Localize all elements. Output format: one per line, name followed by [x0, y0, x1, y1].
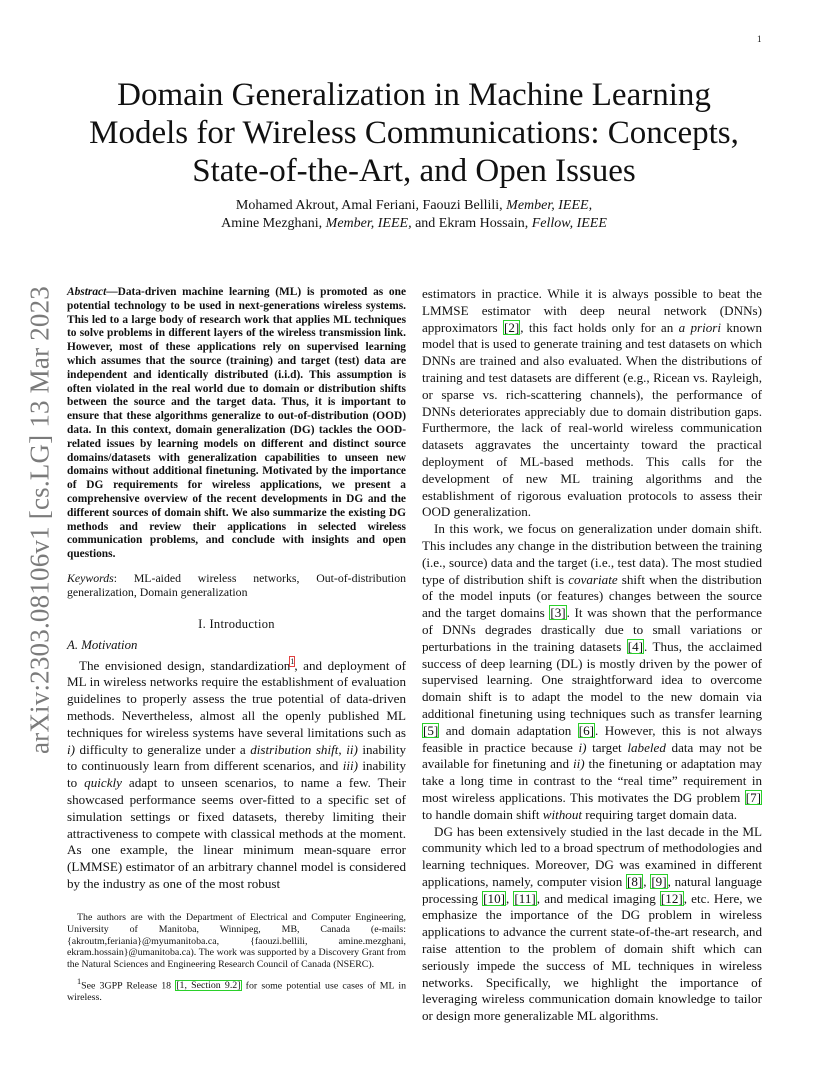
subsection-heading: A. Motivation	[67, 637, 138, 652]
citation-link[interactable]: [4]	[627, 638, 644, 654]
footnote-1: $^1$See 3GPP Release 18 [1, Section 9.2] for some potential use cases of ML in wireless.	[67, 976, 407, 1004]
author-name: and Ekram Hossain,	[415, 216, 529, 231]
paper-title	[60, 76, 768, 190]
footnote-marker-link[interactable]: 1	[290, 657, 295, 667]
citation-link[interactable]: [7]	[745, 789, 761, 805]
citation-link[interactable]: [11]	[514, 890, 536, 906]
motivation-paragraph: The envisioned design, standardization$^1$, and deployment of ML in wireless networks require the establishment of evaluation guidelines to properly assess the true potential of data-driven methods. Nevertheless, almost all the openly published ML techniques for wireless systems have several limitations such as i) difficulty to generalize under a distribution shift, ii) inability to continuously learn from different scenarios, and iii) inability to quickly adapt to unseen scenarios, to name a few. Their showcased performance seems over-fitted to a specific set of simulation settings or fixed datasets, thereby limiting their attractiveness to compete with classical methods at the moment. As one example, the linear minimum mean-square error (LMMSE) estimator of an arbitrary channel model is considered by the industry as one of the most robust	[67, 657, 407, 891]
left-column	[67, 286, 406, 893]
body-paragraph: DG has been extensively studied in the last decade in the ML community which led to a broad spectrum of methodologies and learning techniques. Moreover, DG was examined in different applications, namely, computer vision [8], [9], natural language processing [10], [11], and medical imaging [12], etc. Here, we emphasize the importance of the DG problem in wireless applications to advance the current state-of-the-art research, and raise attention to the problem of domain shift which can seriously impede the success of ML techniques in wireless networks. Specifically, we highlight the importance of leveraging wireless communication domain knowledge to tailor or design more generalizable ML algorithms.	[422, 823, 762, 1024]
keywords-text: : ML-aided wireless networks, Out-of-distribution generalization, Domain generalization	[67, 570, 406, 599]
citation-link[interactable]: [2]	[503, 319, 520, 335]
section-heading: I. Introduction	[198, 616, 275, 631]
citation-link[interactable]: [12]	[660, 890, 683, 906]
author-name: Amine Mezghani,	[221, 216, 323, 231]
body-paragraph: In this work, we focus on generalization under domain shift. This includes any change in the distribution between the training (i.e., source) data and the target (i.e., test data). The most studied type of distribution shift is covariate shift when the distribution of the model inputs (or features) changes between the source and the target domains [3]. It was shown that the performance of DNNs degrades drastically due to small variations or perturbations in the training datasets [4]. Thus, the acclaimed success of deep learning (DL) is mostly driven by the power of supervised learning. One straightforward idea to overcome domain shift is to adapt the model to the new domain via additional finetuning using techniques such as transfer learning [5] and domain adaptation [6]. However, this is not always feasible in practice because i) target labeled data may not be available for finetuning and ii) the finetuning or adaptation may take a long time in contrast to the “real time” requirement in most wireless applications. This motivates the DG problem [7] to handle domain shift without requiring target domain data.	[422, 521, 763, 822]
author-membership: Member, IEEE,	[325, 216, 412, 231]
citation-link[interactable]: [8]	[627, 873, 643, 889]
body-paragraph: estimators in practice. While it is always possible to beat the LMMSE estimator with deep neural network (DNNs) approximators [2], this fact holds only for an a priori known model that is used to generate training and test datasets on which DNNs are trained and also evaluated. When the distributions of training and test datasets are different (e.g., Ricean vs. Rayleigh, or sparse vs. rich-scattering channels), the performance of DNNs deteriorates appreciably due to domain distribution gaps. Furthermore, the lack of real-world wireless communication datasets aggravates the uncertainty toward the practical deployment of ML-based methods. This calls for the development of new ML training algorithms and the establishment of rigorous evaluation protocols to assess their OOD generalization.	[422, 286, 762, 520]
author-list	[100, 197, 728, 233]
right-column	[422, 286, 762, 1025]
keywords	[67, 571, 406, 599]
footnote-marker: 1	[77, 976, 82, 986]
title-line: Models for Wireless Communications: Concepts,	[89, 115, 739, 151]
citation-link[interactable]: [1, Section 9.2]	[176, 980, 241, 992]
affiliation-footnote: The authors are with the Department of Electrical and Computer Engineering, University of Manitoba, Winnipeg, MB, Canada (e-mails: {akroutm,feriania}@myumanitoba.ca, {faouzi.bellili, amine.mezghani, ekram.hossain}@umanitoba.ca). The work was supported by a Discovery Grant from the Natural Sciences and Engineering Research Council of Canada (NSERC).	[67, 912, 406, 971]
footnotes	[67, 912, 406, 1004]
author-membership: Fellow, IEEE	[531, 216, 607, 231]
citation-link[interactable]: [3]	[550, 605, 566, 621]
abstract-text: —Data-driven machine learning (ML) is promoted as one potential technology to be used in next-generations wireless systems. This led to a large body of research work that applies ML techniques to solve problems in different layers of the wireless transmission link. However, most of these applications rely on supervised learning which assumes that the source (training) and target (test) data are independent and identically distributed (i.i.d). This assumption is often violated in the real world due to domain or distribution shifts between the source and the target data. Thus, it is important to ensure that these algorithms generalize to out-of-distribution (OOD) data. In this context, domain generalization (DG) tackles the OOD-related issues by learning models on different and distinct source domains/datasets with generalization capabilities to unseen new domains without additional finetuning. Motivated by the importance of DG requirements for wireless applications, we present a comprehensive overview of the recent developments in DG and the different sources of domain shift. We also summarize the existing DG methods and review their applications in selected wireless communication problems, and conclude with insights and open questions.	[67, 286, 406, 561]
author-names: Mohamed Akrout, Amal Feriani, Faouzi Bellili,	[235, 198, 503, 213]
keywords-label: Keywords	[67, 570, 114, 585]
author-membership: Member, IEEE,	[506, 198, 593, 213]
citation-link[interactable]: [10]	[483, 890, 505, 906]
title-line: Domain Generalization in Machine Learning	[117, 77, 711, 113]
title-line: State-of-the-Art, and Open Issues	[192, 153, 636, 189]
abstract	[67, 286, 406, 562]
page-number: 1	[757, 34, 762, 44]
citation-link[interactable]: [6]	[578, 722, 595, 738]
arxiv-identifier: arXiv:2303.08106v1 [cs.LG] 13 Mar 2023	[24, 285, 55, 755]
citation-link[interactable]: [5]	[423, 722, 439, 738]
citation-link[interactable]: [9]	[651, 873, 667, 889]
abstract-label: Abstract	[67, 286, 107, 298]
